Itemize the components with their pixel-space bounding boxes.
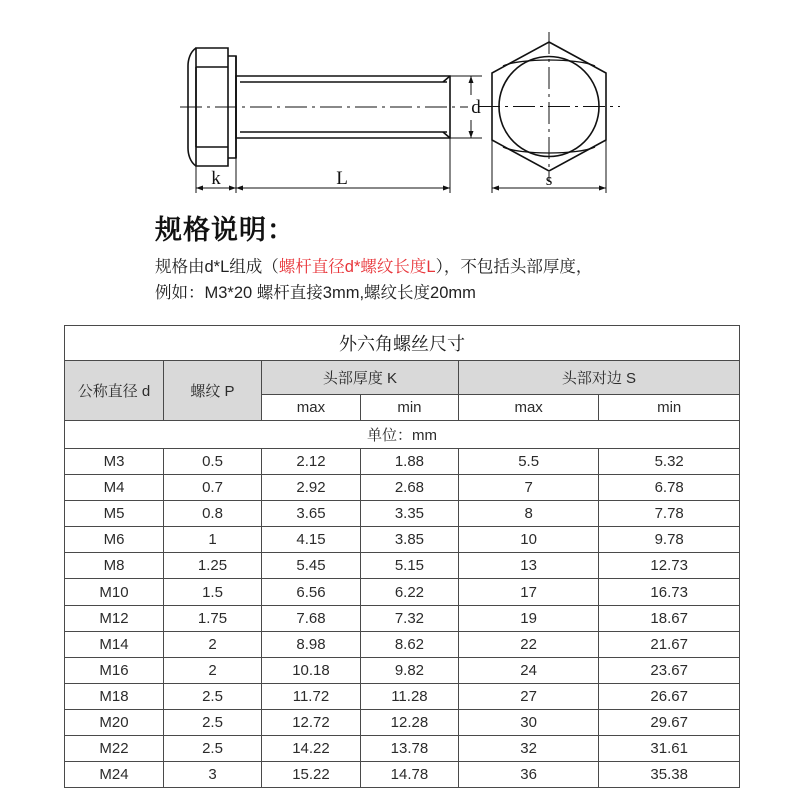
table-row	[65, 762, 740, 788]
cell-k-max: 3.65	[261, 501, 360, 527]
hex-bolt-dimension-table	[64, 325, 740, 788]
table-unit-row	[65, 421, 740, 449]
cell-s-min: 7.78	[599, 501, 740, 527]
cell-thread-pitch: 0.5	[164, 449, 262, 475]
bolt-dimension-drawing	[0, 0, 800, 210]
spec-line-1-suffix: ），不包括头部厚度，	[435, 257, 593, 276]
table-header-group-row	[65, 361, 740, 395]
cell-s-max: 5.5	[458, 449, 599, 475]
cell-nominal-diameter: M10	[65, 579, 164, 605]
header-head-thickness: 头部厚度 K	[261, 361, 458, 395]
dimension-label-k: k	[211, 168, 221, 189]
spec-line-1	[155, 254, 675, 280]
cell-thread-pitch: 1.25	[164, 553, 262, 579]
cell-k-min: 8.62	[360, 631, 458, 657]
cell-s-min: 31.61	[599, 736, 740, 762]
cell-s-max: 22	[458, 631, 599, 657]
header-k-min: min	[360, 395, 458, 421]
cell-k-min: 13.78	[360, 736, 458, 762]
cell-nominal-diameter: M16	[65, 657, 164, 683]
cell-k-max: 12.72	[261, 709, 360, 735]
cell-thread-pitch: 2	[164, 657, 262, 683]
unit-label: 单位：mm	[65, 421, 740, 449]
cell-nominal-diameter: M24	[65, 762, 164, 788]
cell-s-max: 19	[458, 605, 599, 631]
cell-k-min: 3.85	[360, 527, 458, 553]
cell-s-max: 10	[458, 527, 599, 553]
cell-thread-pitch: 2.5	[164, 683, 262, 709]
cell-k-max: 11.72	[261, 683, 360, 709]
cell-nominal-diameter: M3	[65, 449, 164, 475]
cell-nominal-diameter: M4	[65, 475, 164, 501]
cell-k-min: 11.28	[360, 683, 458, 709]
cell-s-max: 27	[458, 683, 599, 709]
cell-nominal-diameter: M20	[65, 709, 164, 735]
table-row	[65, 579, 740, 605]
cell-k-max: 10.18	[261, 657, 360, 683]
table-row	[65, 501, 740, 527]
table-title-row	[65, 326, 740, 361]
cell-s-max: 7	[458, 475, 599, 501]
cell-k-min: 5.15	[360, 553, 458, 579]
table-row	[65, 709, 740, 735]
cell-k-max: 8.98	[261, 631, 360, 657]
cell-k-min: 12.28	[360, 709, 458, 735]
cell-s-min: 29.67	[599, 709, 740, 735]
cell-nominal-diameter: M18	[65, 683, 164, 709]
header-thread-pitch: 螺纹 P	[164, 361, 262, 421]
cell-thread-pitch: 3	[164, 762, 262, 788]
cell-k-min: 6.22	[360, 579, 458, 605]
dimension-label-L: L	[336, 168, 348, 189]
cell-s-max: 32	[458, 736, 599, 762]
cell-k-min: 7.32	[360, 605, 458, 631]
cell-thread-pitch: 1	[164, 527, 262, 553]
cell-k-max: 15.22	[261, 762, 360, 788]
cell-k-max: 7.68	[261, 605, 360, 631]
cell-thread-pitch: 2.5	[164, 736, 262, 762]
cell-s-min: 26.67	[599, 683, 740, 709]
cell-s-min: 35.38	[599, 762, 740, 788]
cell-k-max: 4.15	[261, 527, 360, 553]
cell-nominal-diameter: M14	[65, 631, 164, 657]
cell-s-max: 24	[458, 657, 599, 683]
spec-line-2: 例如：M3*20 螺杆直接3mm,螺纹长度20mm	[155, 283, 476, 302]
cell-s-min: 21.67	[599, 631, 740, 657]
specification-description	[155, 214, 675, 306]
cell-k-min: 1.88	[360, 449, 458, 475]
end-view-center-lines	[478, 32, 620, 182]
cell-k-min: 3.35	[360, 501, 458, 527]
cell-thread-pitch: 2.5	[164, 709, 262, 735]
cell-k-min: 2.68	[360, 475, 458, 501]
cell-thread-pitch: 1.5	[164, 579, 262, 605]
cell-s-min: 16.73	[599, 579, 740, 605]
table-body	[65, 326, 740, 449]
cell-s-max: 17	[458, 579, 599, 605]
table-data-rows	[65, 449, 740, 788]
table-row	[65, 683, 740, 709]
cell-k-min: 14.78	[360, 762, 458, 788]
header-nominal-diameter: 公称直径 d	[65, 361, 164, 421]
dimension-label-s: s	[545, 170, 553, 189]
cell-s-min: 23.67	[599, 657, 740, 683]
cell-s-min: 6.78	[599, 475, 740, 501]
cell-k-max: 14.22	[261, 736, 360, 762]
header-s-min: min	[599, 395, 740, 421]
spec-line-1-highlight: 螺杆直径d*螺纹长度L	[278, 257, 436, 276]
cell-nominal-diameter: M6	[65, 527, 164, 553]
cell-s-max: 30	[458, 709, 599, 735]
cell-k-max: 5.45	[261, 553, 360, 579]
spec-heading: 规格说明：	[155, 215, 295, 245]
table-row	[65, 736, 740, 762]
cell-thread-pitch: 1.75	[164, 605, 262, 631]
cell-k-max: 2.12	[261, 449, 360, 475]
cell-s-min: 18.67	[599, 605, 740, 631]
cell-thread-pitch: 0.8	[164, 501, 262, 527]
header-across-flats: 头部对边 S	[458, 361, 739, 395]
spec-line-1-prefix: 规格由d*L组成（	[155, 257, 279, 276]
cell-k-max: 6.56	[261, 579, 360, 605]
table-row	[65, 553, 740, 579]
dimension-label-d: d	[471, 97, 481, 118]
header-k-max: max	[261, 395, 360, 421]
table-row	[65, 475, 740, 501]
cell-nominal-diameter: M5	[65, 501, 164, 527]
cell-nominal-diameter: M22	[65, 736, 164, 762]
cell-s-max: 13	[458, 553, 599, 579]
table-row	[65, 631, 740, 657]
cell-s-min: 12.73	[599, 553, 740, 579]
cell-nominal-diameter: M12	[65, 605, 164, 631]
cell-s-min: 9.78	[599, 527, 740, 553]
cell-thread-pitch: 0.7	[164, 475, 262, 501]
cell-k-min: 9.82	[360, 657, 458, 683]
table-row	[65, 657, 740, 683]
cell-s-min: 5.32	[599, 449, 740, 475]
table-row	[65, 449, 740, 475]
header-s-max: max	[458, 395, 599, 421]
cell-s-max: 8	[458, 501, 599, 527]
cell-nominal-diameter: M8	[65, 553, 164, 579]
technical-drawing	[0, 0, 800, 210]
table-row	[65, 527, 740, 553]
cell-thread-pitch: 2	[164, 631, 262, 657]
cell-s-max: 36	[458, 762, 599, 788]
table-row	[65, 605, 740, 631]
cell-k-max: 2.92	[261, 475, 360, 501]
table-title: 外六角螺丝尺寸	[65, 326, 740, 361]
